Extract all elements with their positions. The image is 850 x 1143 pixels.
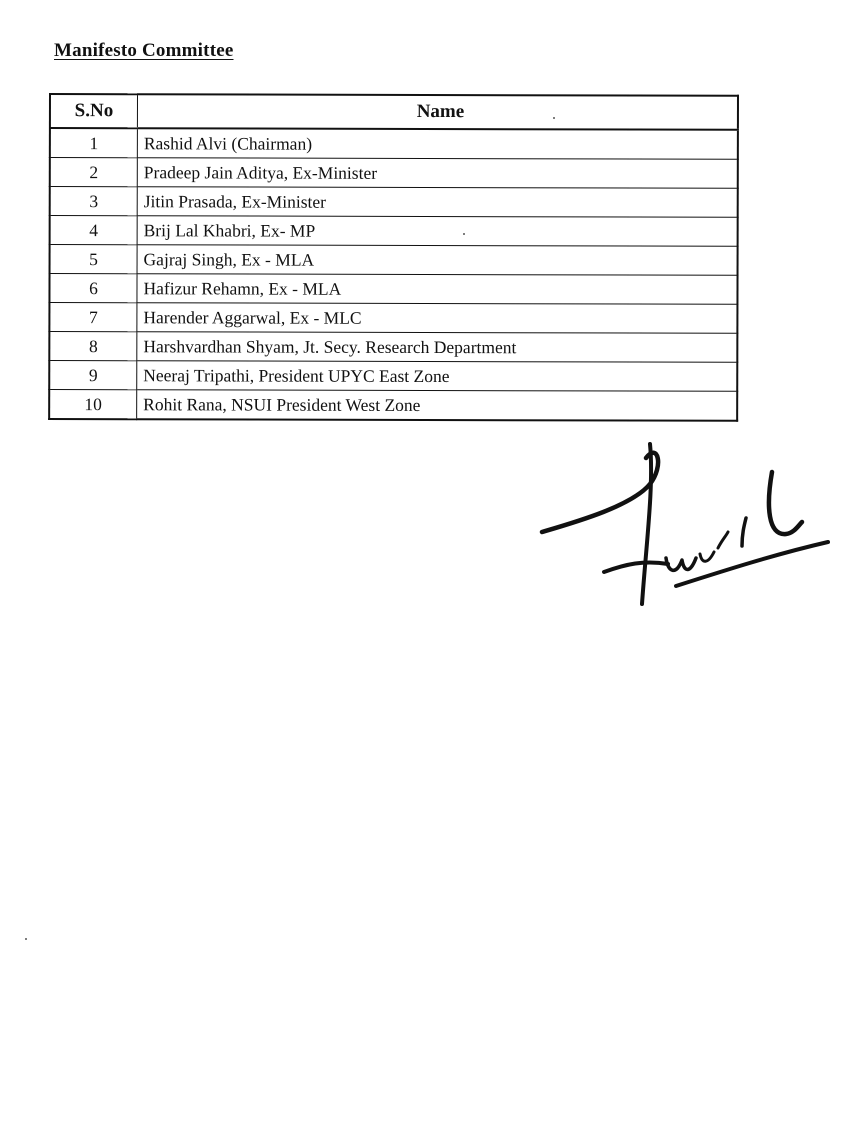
table-row <box>50 158 738 189</box>
row-name: Gajraj Singh, Ex - MLA <box>137 245 738 276</box>
handwritten-signature <box>536 436 836 611</box>
table-row <box>50 245 738 276</box>
table-row <box>49 390 737 421</box>
table-row <box>49 361 737 392</box>
row-sno: 6 <box>49 274 137 303</box>
paper-speck <box>25 938 27 940</box>
row-sno: 5 <box>50 245 138 274</box>
row-sno: 9 <box>49 361 137 390</box>
row-name: Harshvardhan Shyam, Jt. Secy. Research Department <box>137 332 738 363</box>
row-sno: 8 <box>49 332 137 361</box>
row-sno: 2 <box>50 158 138 187</box>
table-row <box>50 128 738 159</box>
row-name: Hafizur Rehamn, Ex - MLA <box>137 274 738 305</box>
paper-speck <box>463 233 465 235</box>
paper-speck <box>553 117 555 119</box>
row-name: Neeraj Tripathi, President UPYC East Zone <box>137 361 738 392</box>
row-name: Rohit Rana, NSUI President West Zone <box>137 390 738 421</box>
sno-header: S.No <box>50 94 138 128</box>
row-name: Harender Aggarwal, Ex - MLC <box>137 303 738 334</box>
table-row <box>49 332 737 363</box>
row-sno: 3 <box>50 187 138 216</box>
table-row <box>50 216 738 247</box>
row-name: Pradeep Jain Aditya, Ex-Minister <box>137 158 738 189</box>
row-name: Jitin Prasada, Ex-Minister <box>137 187 738 218</box>
row-sno: 4 <box>50 216 138 245</box>
table-row <box>49 274 737 305</box>
row-sno: 7 <box>49 303 137 332</box>
name-header: Name <box>137 94 738 130</box>
row-name: Brij Lal Khabri, Ex- MP <box>137 216 738 247</box>
row-sno: 1 <box>50 128 138 158</box>
document-title: Manifesto Committee <box>54 40 234 61</box>
row-sno: 10 <box>49 390 137 420</box>
row-name: Rashid Alvi (Chairman) <box>137 128 738 159</box>
table-row <box>49 303 737 334</box>
table-row <box>50 187 738 218</box>
committee-table <box>48 93 739 422</box>
table-header-row <box>50 94 738 130</box>
